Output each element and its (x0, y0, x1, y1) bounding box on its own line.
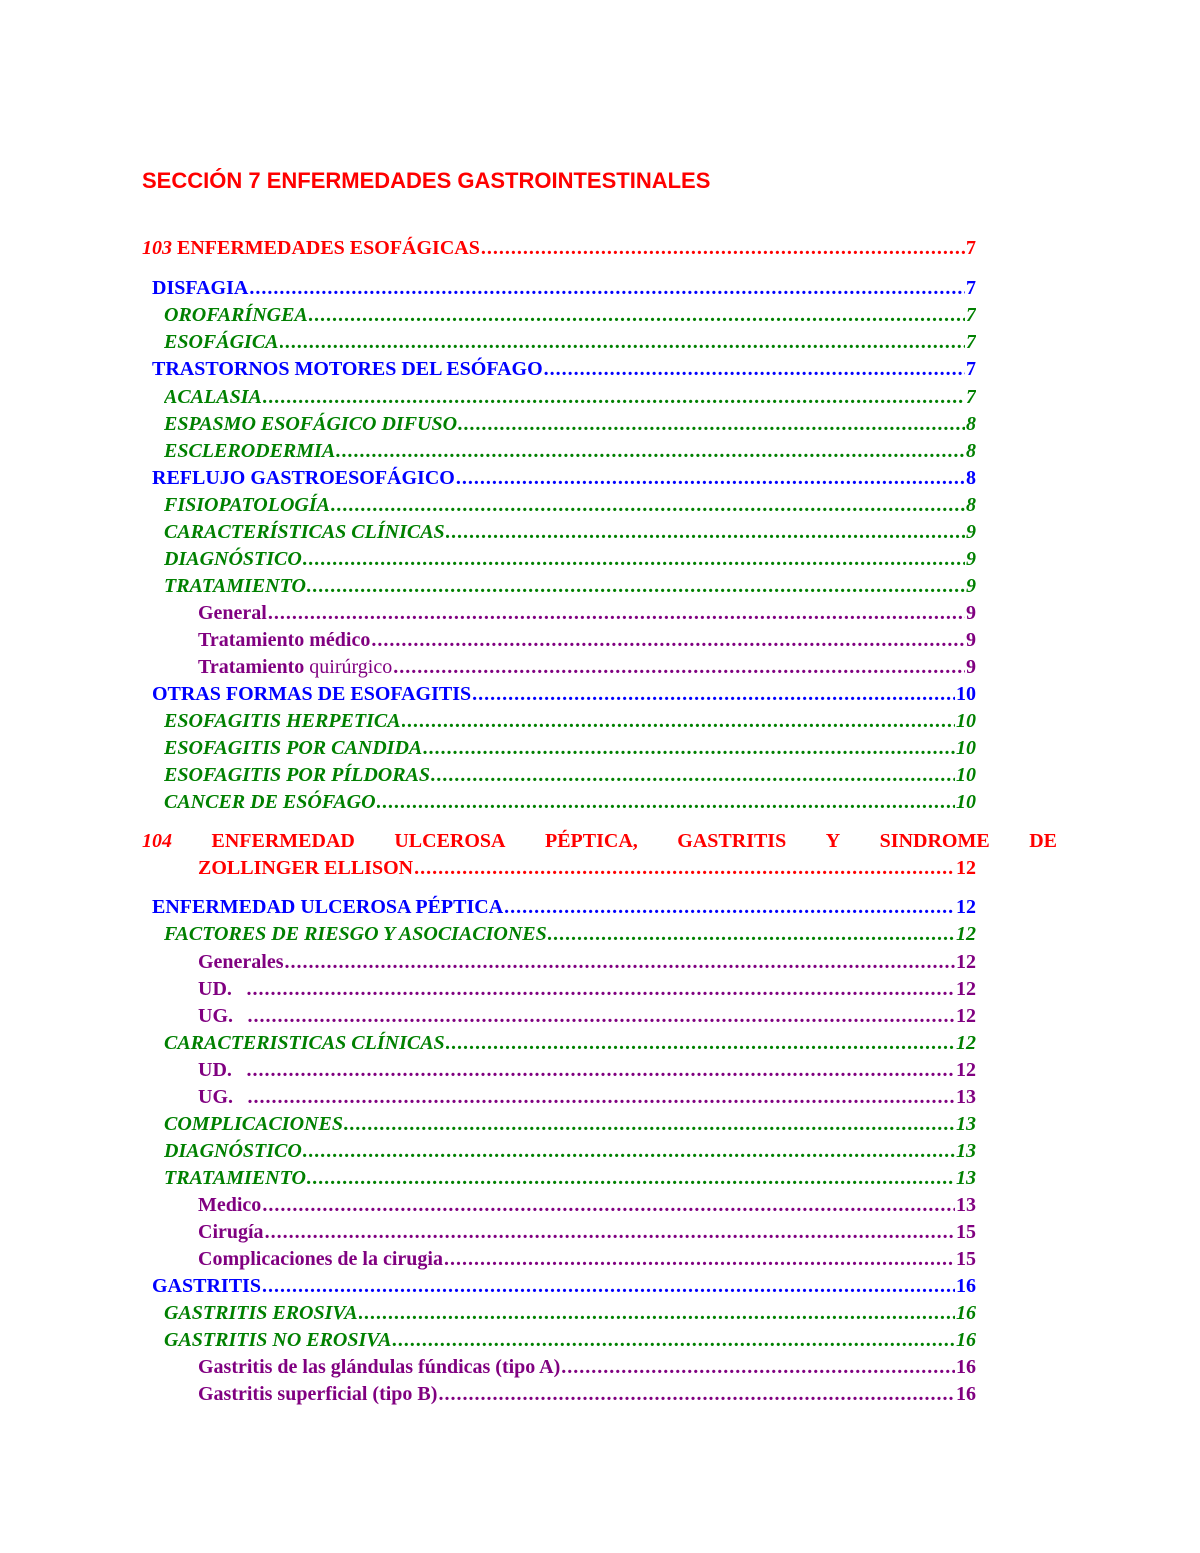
toc-page-number: 12 (956, 923, 976, 945)
toc-entry-label: TRATAMIENTO (164, 1167, 306, 1189)
toc-leader-dots (246, 1057, 955, 1083)
toc-entry-label: UG. (198, 1086, 233, 1108)
toc-page-number: 9 (966, 656, 976, 678)
toc-entry[interactable] (164, 411, 976, 437)
chapter-number: 103 (142, 237, 172, 259)
toc-leader-dots (331, 492, 965, 518)
toc-page-number: 8 (966, 467, 976, 489)
toc-page-number: 13 (956, 1167, 976, 1189)
toc-entry[interactable] (164, 519, 976, 545)
toc-page-number: 12 (956, 857, 976, 879)
toc-leader-dots (265, 1219, 955, 1245)
toc-page-number: 12 (956, 978, 976, 1000)
chapter-title-word: ULCEROSA (394, 830, 506, 852)
toc-entry[interactable] (198, 654, 976, 680)
toc-entry[interactable] (152, 1273, 976, 1299)
toc-entry[interactable] (198, 976, 976, 1002)
toc-chapter-103[interactable] (142, 235, 976, 261)
toc-entry-label: Cirugía (198, 1221, 264, 1243)
toc-entry[interactable] (164, 708, 976, 734)
toc-entry[interactable] (164, 492, 976, 518)
chapter-title-word: PÉPTICA, (544, 830, 638, 852)
toc-leader-dots (307, 1165, 955, 1191)
toc-entry[interactable] (152, 681, 976, 707)
toc-leader-dots (263, 384, 965, 410)
toc-entry-label: ESOFAGITIS POR CANDIDA (164, 737, 423, 759)
toc-entry-label: UG. (198, 1005, 233, 1027)
toc-leader-dots (438, 1381, 955, 1407)
toc-entry-label: OROFARÍNGEA (164, 304, 308, 326)
toc-leader-dots (262, 1273, 955, 1299)
toc-entry-label: Medico (198, 1194, 262, 1216)
toc-leader-dots (431, 762, 955, 788)
toc-page-number: 16 (956, 1383, 976, 1405)
chapter-title-continued: ZOLLINGER ELLISON (198, 857, 414, 879)
toc-entry[interactable] (152, 894, 976, 920)
toc-page-number: 7 (966, 237, 976, 259)
toc-leader-dots (456, 465, 965, 491)
toc-chapter-104-continued[interactable] (198, 855, 976, 881)
chapter-title-word: Y (825, 830, 841, 852)
toc-page-number: 12 (956, 1005, 976, 1027)
toc-entry[interactable] (164, 438, 976, 464)
toc-page-number: 9 (966, 629, 976, 651)
toc-entry[interactable] (164, 573, 976, 599)
toc-page-number: 7 (966, 331, 976, 353)
toc-entry-label: TRATAMIENTO (164, 575, 306, 597)
toc-page-number: 16 (956, 1275, 976, 1297)
toc-page-number: 9 (966, 521, 976, 543)
toc-page-number: 10 (956, 683, 976, 705)
toc-entry-label-suffix: quirúrgico (309, 656, 393, 678)
toc-leader-dots (246, 976, 955, 1002)
toc-entry[interactable] (198, 1192, 976, 1218)
toc-leader-dots (309, 302, 965, 328)
toc-page-number: 7 (966, 304, 976, 326)
toc-entry-label: FACTORES DE RIESGO Y ASOCIACIONES (164, 923, 547, 945)
toc-entry[interactable] (152, 356, 976, 382)
toc-entry-label: CARACTERISTICAS CLÍNICAS (164, 1032, 445, 1054)
toc-leader-dots (544, 356, 965, 382)
toc-page-number: 9 (966, 548, 976, 570)
toc-leader-dots (458, 411, 965, 437)
toc-entry-label: Tratamiento médico (198, 629, 371, 651)
toc-leader-dots (248, 1003, 955, 1029)
toc-page-number: 10 (956, 710, 976, 732)
toc-entry-label: GASTRITIS NO EROSIVA (164, 1329, 392, 1351)
toc-entry-label: Generales (198, 951, 284, 973)
toc-leader-dots (504, 894, 955, 920)
toc-leader-dots (285, 949, 955, 975)
toc-entry-label: ENFERMEDAD ULCEROSA PÉPTICA (152, 896, 504, 918)
toc-page-number: 16 (956, 1356, 976, 1378)
toc-leader-dots (423, 735, 955, 761)
toc-entry-label: TRASTORNOS MOTORES DEL ESÓFAGO (152, 358, 543, 380)
toc-entry-label: CANCER DE ESÓFAGO (164, 791, 376, 813)
toc-entry-label: FISIOPATOLOGÍA (164, 494, 330, 516)
toc-leader-dots (371, 627, 965, 653)
toc-entry[interactable] (164, 1327, 976, 1353)
toc-page-number: 10 (956, 737, 976, 759)
toc-page-number: 8 (966, 494, 976, 516)
toc-page-number: 10 (956, 764, 976, 786)
toc-chapter-104[interactable] (142, 828, 1057, 854)
toc-entry[interactable] (152, 465, 976, 491)
toc-entry-label: UD. (198, 978, 232, 1000)
toc-entry[interactable] (198, 1057, 976, 1083)
toc-leader-dots (336, 438, 965, 464)
chapter-title-word: ENFERMEDAD (211, 830, 355, 852)
toc-entry[interactable] (164, 735, 976, 761)
toc-entry[interactable] (164, 329, 976, 355)
toc-leader-dots (249, 275, 965, 301)
toc-entry-label: COMPLICACIONES (164, 1113, 343, 1135)
toc-entry-label: DISFAGIA (152, 277, 249, 299)
toc-page-number: 12 (956, 896, 976, 918)
toc-entry[interactable] (198, 949, 976, 975)
toc-page-number: 7 (966, 358, 976, 380)
toc-entry[interactable] (164, 546, 976, 572)
toc-page-number: 8 (966, 413, 976, 435)
toc-entry-label: ESPASMO ESOFÁGICO DIFUSO (164, 413, 458, 435)
toc-page-number: 15 (956, 1221, 976, 1243)
chapter-title: ENFERMEDADES ESOFÁGICAS (177, 237, 480, 259)
chapter-title-word: SINDROME (879, 830, 990, 852)
toc-entry[interactable] (152, 275, 976, 301)
toc-leader-dots (392, 1327, 955, 1353)
chapter-number: 104 (142, 830, 172, 852)
toc-entry[interactable] (198, 1381, 976, 1407)
toc-page-number: 15 (956, 1248, 976, 1270)
toc-page-number: 16 (956, 1302, 976, 1324)
toc-page-number: 13 (956, 1113, 976, 1135)
toc-entry-label: ESOFAGITIS POR PÍLDORAS (164, 764, 431, 786)
toc-page-number: 12 (956, 1059, 976, 1081)
toc-entry-label: DIAGNÓSTICO (164, 1140, 302, 1162)
toc-page-number: 16 (956, 1329, 976, 1351)
toc-entry-label: Gastritis superficial (tipo B) (198, 1383, 438, 1405)
toc-page-number: 7 (966, 386, 976, 408)
toc-entry-label: ESCLERODERMIA (164, 440, 336, 462)
toc-leader-dots (344, 1111, 955, 1137)
toc-leader-dots (446, 1030, 955, 1056)
toc-entry-label: CARACTERÍSTICAS CLÍNICAS (164, 521, 445, 543)
toc-entry-label: ESOFÁGICA (164, 331, 279, 353)
toc-page-number: 8 (966, 440, 976, 462)
toc-page-number: 13 (956, 1140, 976, 1162)
toc-leader-dots (414, 855, 955, 881)
toc-entry[interactable] (164, 302, 976, 328)
toc-entry[interactable] (164, 1300, 976, 1326)
toc-leader-dots (446, 519, 965, 545)
chapter-title-word: DE (1029, 830, 1057, 852)
section-title: SECCIÓN 7 ENFERMEDADES GASTROINTESTINALES (142, 168, 711, 193)
toc-leader-dots (402, 708, 955, 734)
toc-leader-dots (280, 329, 966, 355)
toc-entry-label: ESOFAGITIS HERPETICA (164, 710, 401, 732)
toc-page-number: 12 (956, 1032, 976, 1054)
chapter-title-word: GASTRITIS (677, 830, 787, 852)
toc-leader-dots (377, 789, 955, 815)
toc-leader-dots (444, 1246, 955, 1272)
toc-page-number: 13 (956, 1086, 976, 1108)
toc-entry-label: GASTRITIS (152, 1275, 261, 1297)
toc-entry[interactable] (198, 1219, 976, 1245)
toc-entry-label: UD. (198, 1059, 232, 1081)
toc-leader-dots (359, 1300, 955, 1326)
toc-leader-dots (262, 1192, 955, 1218)
toc-entry-label: Complicaciones de la cirugia (198, 1248, 443, 1270)
toc-entry-label: GASTRITIS EROSIVA (164, 1302, 358, 1324)
toc-entry[interactable] (198, 1003, 976, 1029)
toc-entry[interactable] (164, 921, 976, 947)
toc-entry-label: Tratamiento (198, 656, 305, 678)
toc-entry[interactable] (164, 1165, 976, 1191)
toc-page-number: 9 (966, 575, 976, 597)
toc-entry[interactable] (164, 789, 976, 815)
toc-leader-dots (307, 573, 965, 599)
toc-leader-dots (303, 546, 965, 572)
toc-entry[interactable] (164, 1030, 976, 1056)
toc-entry[interactable] (164, 1111, 976, 1137)
toc-leader-dots (248, 1084, 955, 1110)
toc-page-number: 12 (956, 951, 976, 973)
toc-entry-label: Gastritis de las glándulas fúndicas (tipo A) (198, 1356, 561, 1378)
toc-entry[interactable] (164, 762, 976, 788)
toc-leader-dots (303, 1138, 955, 1164)
toc-page-number: 9 (966, 602, 976, 624)
toc-leader-dots (548, 921, 955, 947)
toc-page-number: 7 (966, 277, 976, 299)
toc-page-number: 10 (956, 791, 976, 813)
toc-entry-label: REFLUJO GASTROESOFÁGICO (152, 467, 455, 489)
toc-page-number: 13 (956, 1194, 976, 1216)
toc-entry[interactable] (164, 384, 976, 410)
toc-entry[interactable] (198, 1246, 976, 1272)
toc-entry[interactable] (198, 1354, 976, 1380)
toc-leader-dots (268, 600, 965, 626)
toc-entry-label: DIAGNÓSTICO (164, 548, 302, 570)
toc-leader-dots (561, 1354, 955, 1380)
toc-leader-dots (472, 681, 955, 707)
toc-leader-dots (481, 235, 965, 261)
toc-entry-label: OTRAS FORMAS DE ESOFAGITIS (152, 683, 472, 705)
toc-entry[interactable] (198, 600, 976, 626)
toc-entry-label: General (198, 602, 267, 624)
toc-entry[interactable] (198, 1084, 976, 1110)
toc-leader-dots (393, 654, 965, 680)
toc-entry[interactable] (164, 1138, 976, 1164)
toc-entry[interactable] (198, 627, 976, 653)
toc-entry-label: ACALASIA (164, 386, 262, 408)
